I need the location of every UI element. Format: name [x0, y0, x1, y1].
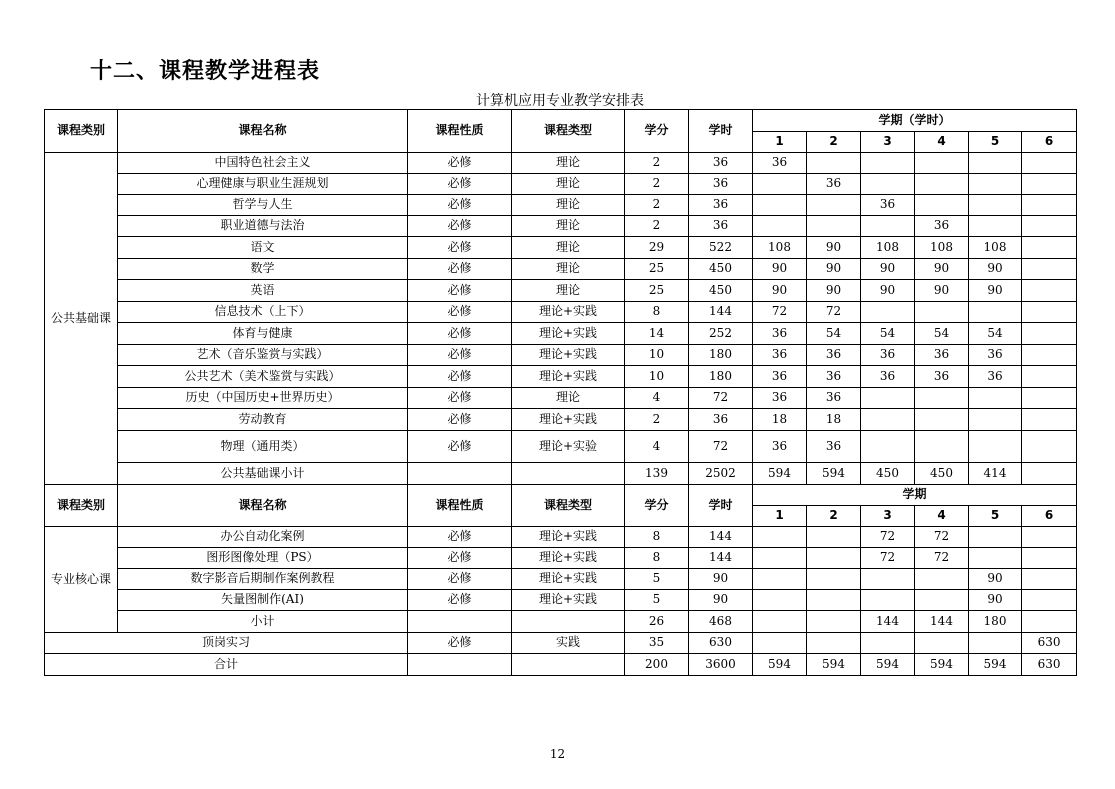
header-term: 2 — [807, 506, 861, 527]
term-hours-cell — [753, 548, 807, 569]
term-hours-cell — [861, 409, 915, 431]
course-nature-cell: 必修 — [408, 527, 512, 548]
term-hours-cell — [915, 153, 969, 174]
term-hours-cell — [969, 527, 1022, 548]
course-name-cell: 办公自动化案例 — [118, 527, 408, 548]
hours-cell: 144 — [689, 548, 753, 569]
table-caption: 计算机应用专业教学安排表 — [476, 93, 644, 109]
table-row — [45, 388, 1077, 409]
term-hours-cell: 36 — [969, 345, 1022, 366]
term-hours-cell: 630 — [1022, 654, 1077, 676]
term-hours-cell: 594 — [753, 463, 807, 485]
hours-cell: 630 — [689, 633, 753, 654]
course-type-cell: 理论+实践 — [512, 345, 625, 366]
hours-cell: 180 — [689, 366, 753, 388]
table-row — [45, 409, 1077, 431]
term-hours-cell — [969, 302, 1022, 323]
course-type-cell: 理论 — [512, 195, 625, 216]
hours-cell: 252 — [689, 323, 753, 345]
term-hours-cell — [807, 590, 861, 611]
header-course-name: 课程名称 — [118, 110, 408, 153]
table-row — [45, 569, 1077, 590]
term-hours-cell: 90 — [807, 237, 861, 259]
course-type-cell: 理论+实践 — [512, 548, 625, 569]
header-course-name: 课程名称 — [118, 485, 408, 527]
term-hours-cell — [1022, 388, 1077, 409]
term-hours-cell — [915, 431, 969, 463]
term-hours-cell: 144 — [915, 611, 969, 633]
course-nature-cell: 必修 — [408, 431, 512, 463]
term-hours-cell: 594 — [753, 654, 807, 676]
term-hours-cell: 594 — [807, 654, 861, 676]
course-name-cell: 信息技术（上下） — [118, 302, 408, 323]
header-course-nature: 课程性质 — [408, 110, 512, 153]
table-row — [45, 323, 1077, 345]
term-hours-cell — [1022, 280, 1077, 302]
course-category-cell: 专业核心课 — [45, 527, 118, 633]
term-hours-cell — [1022, 366, 1077, 388]
course-type-cell: 理论 — [512, 237, 625, 259]
term-hours-cell: 36 — [915, 345, 969, 366]
term-hours-cell — [1022, 463, 1077, 485]
hours-cell: 144 — [689, 302, 753, 323]
term-hours-cell — [1022, 569, 1077, 590]
subtotal-label-cell: 公共基础课小计 — [118, 463, 408, 485]
term-hours-cell: 36 — [753, 431, 807, 463]
subtotal-label-cell: 小计 — [118, 611, 408, 633]
credit-cell: 139 — [625, 463, 689, 485]
term-hours-cell — [861, 216, 915, 237]
term-hours-cell — [861, 174, 915, 195]
page-number: 12 — [549, 747, 566, 761]
term-hours-cell: 108 — [969, 237, 1022, 259]
course-type-cell: 实践 — [512, 633, 625, 654]
summary-section — [45, 633, 1077, 676]
course-name-cell: 数字影音后期制作案例教程 — [118, 569, 408, 590]
hours-cell: 2502 — [689, 463, 753, 485]
term-hours-cell — [807, 548, 861, 569]
course-nature-cell: 必修 — [408, 259, 512, 280]
course-nature-cell: 必修 — [408, 323, 512, 345]
credit-cell: 35 — [625, 633, 689, 654]
term-hours-cell: 72 — [807, 302, 861, 323]
course-type-cell: 理论 — [512, 259, 625, 280]
hours-cell: 522 — [689, 237, 753, 259]
table-row — [45, 280, 1077, 302]
credit-cell: 14 — [625, 323, 689, 345]
hours-cell: 3600 — [689, 654, 753, 676]
course-name-cell: 物理（通用类） — [118, 431, 408, 463]
course-nature-cell: 必修 — [408, 388, 512, 409]
header-term-group: 学期（学时） — [753, 110, 1077, 132]
credit-cell: 26 — [625, 611, 689, 633]
term-hours-cell — [915, 569, 969, 590]
table-row — [45, 548, 1077, 569]
term-hours-cell — [969, 153, 1022, 174]
course-type-cell: 理论+实践 — [512, 590, 625, 611]
term-hours-cell — [807, 216, 861, 237]
total-label-cell: 合计 — [45, 654, 408, 676]
term-hours-cell — [1022, 431, 1077, 463]
credit-cell: 8 — [625, 527, 689, 548]
course-name-cell: 中国特色社会主义 — [118, 153, 408, 174]
term-hours-cell: 90 — [915, 259, 969, 280]
term-hours-cell: 36 — [969, 366, 1022, 388]
course-nature-cell: 必修 — [408, 345, 512, 366]
table-row — [45, 259, 1077, 280]
course-name-cell: 语文 — [118, 237, 408, 259]
term-hours-cell: 18 — [753, 409, 807, 431]
header-category: 课程类别 — [45, 110, 118, 153]
course-nature-cell: 必修 — [408, 195, 512, 216]
header-credit: 学分 — [625, 485, 689, 527]
course-name-cell: 公共艺术（美术鉴赏与实践） — [118, 366, 408, 388]
table-row — [45, 302, 1077, 323]
credit-cell: 2 — [625, 174, 689, 195]
hours-cell: 450 — [689, 259, 753, 280]
section-heading: 十二、课程教学进程表 — [90, 59, 321, 84]
term-hours-cell: 90 — [969, 590, 1022, 611]
credit-cell: 8 — [625, 302, 689, 323]
hours-cell: 90 — [689, 569, 753, 590]
term-hours-cell: 108 — [861, 237, 915, 259]
credit-cell: 2 — [625, 153, 689, 174]
course-nature-cell: 必修 — [408, 590, 512, 611]
term-hours-cell — [969, 409, 1022, 431]
total-row — [45, 654, 1077, 676]
course-nature-cell: 必修 — [408, 174, 512, 195]
header-term: 1 — [753, 506, 807, 527]
header-term: 3 — [861, 506, 915, 527]
term-hours-cell — [915, 590, 969, 611]
term-hours-cell — [915, 633, 969, 654]
course-name-cell: 图形图像处理（PS） — [118, 548, 408, 569]
header-term: 3 — [861, 132, 915, 153]
header-term: 6 — [1022, 506, 1077, 527]
term-hours-cell: 36 — [807, 431, 861, 463]
term-hours-cell — [753, 527, 807, 548]
term-hours-cell — [915, 195, 969, 216]
header-category: 课程类别 — [45, 485, 118, 527]
term-hours-cell — [969, 388, 1022, 409]
table-row — [45, 366, 1077, 388]
table-row — [45, 153, 1077, 174]
term-hours-cell — [1022, 153, 1077, 174]
course-nature-cell: 必修 — [408, 237, 512, 259]
header-hours: 学时 — [689, 485, 753, 527]
term-hours-cell — [1022, 409, 1077, 431]
term-hours-cell: 36 — [807, 345, 861, 366]
header-term: 4 — [915, 506, 969, 527]
header-course-nature: 课程性质 — [408, 485, 512, 527]
course-nature-cell: 必修 — [408, 280, 512, 302]
course-type-cell: 理论+实践 — [512, 302, 625, 323]
credit-cell: 10 — [625, 345, 689, 366]
header-term: 6 — [1022, 132, 1077, 153]
hours-cell: 36 — [689, 195, 753, 216]
course-name-cell: 艺术（音乐鉴赏与实践） — [118, 345, 408, 366]
term-hours-cell: 36 — [753, 388, 807, 409]
term-hours-cell — [915, 388, 969, 409]
term-hours-cell — [861, 153, 915, 174]
course-name-cell: 职业道德与法治 — [118, 216, 408, 237]
term-hours-cell — [1022, 216, 1077, 237]
term-hours-cell — [969, 548, 1022, 569]
course-nature-cell: 必修 — [408, 366, 512, 388]
credit-cell: 2 — [625, 216, 689, 237]
term-hours-cell: 594 — [915, 654, 969, 676]
term-hours-cell: 144 — [861, 611, 915, 633]
teaching-plan-table — [44, 109, 1077, 676]
hours-cell: 72 — [689, 431, 753, 463]
term-hours-cell — [915, 174, 969, 195]
course-type-cell: 理论 — [512, 153, 625, 174]
term-hours-cell — [1022, 195, 1077, 216]
term-hours-cell: 90 — [861, 280, 915, 302]
term-hours-cell — [807, 527, 861, 548]
credit-cell: 2 — [625, 409, 689, 431]
term-hours-cell — [753, 590, 807, 611]
table-row — [45, 237, 1077, 259]
term-hours-cell: 90 — [915, 280, 969, 302]
course-name-cell: 体育与健康 — [118, 323, 408, 345]
course-type-cell: 理论+实践 — [512, 323, 625, 345]
course-nature-cell: 必修 — [408, 153, 512, 174]
term-hours-cell — [915, 409, 969, 431]
term-hours-cell: 36 — [915, 366, 969, 388]
course-nature-cell: 必修 — [408, 633, 512, 654]
course-type-cell: 理论+实践 — [512, 527, 625, 548]
credit-cell: 5 — [625, 590, 689, 611]
term-hours-cell: 108 — [753, 237, 807, 259]
credit-cell: 5 — [625, 569, 689, 590]
term-hours-cell: 630 — [1022, 633, 1077, 654]
hours-cell: 144 — [689, 527, 753, 548]
term-hours-cell: 108 — [915, 237, 969, 259]
term-hours-cell: 36 — [753, 323, 807, 345]
term-hours-cell — [969, 633, 1022, 654]
credit-cell: 4 — [625, 431, 689, 463]
credit-cell: 4 — [625, 388, 689, 409]
term-hours-cell: 90 — [753, 259, 807, 280]
term-hours-cell — [861, 302, 915, 323]
hours-cell: 468 — [689, 611, 753, 633]
table-row — [45, 590, 1077, 611]
term-hours-cell: 36 — [861, 345, 915, 366]
term-hours-cell — [1022, 527, 1077, 548]
header-term-group: 学期 — [753, 485, 1077, 506]
internship-row — [45, 633, 1077, 654]
subtotal-row — [45, 463, 1077, 485]
term-hours-cell — [753, 174, 807, 195]
term-hours-cell: 414 — [969, 463, 1022, 485]
credit-cell: 200 — [625, 654, 689, 676]
term-hours-cell — [1022, 174, 1077, 195]
course-nature-cell: 必修 — [408, 409, 512, 431]
empty-cell — [512, 611, 625, 633]
table-row — [45, 345, 1077, 366]
term-hours-cell — [807, 195, 861, 216]
empty-cell — [408, 611, 512, 633]
hours-cell: 36 — [689, 174, 753, 195]
term-hours-cell: 36 — [753, 345, 807, 366]
internship-label-cell: 顶岗实习 — [45, 633, 408, 654]
table-row — [45, 195, 1077, 216]
term-hours-cell: 90 — [969, 259, 1022, 280]
term-hours-cell — [753, 569, 807, 590]
term-hours-cell: 54 — [915, 323, 969, 345]
hours-cell: 36 — [689, 153, 753, 174]
term-hours-cell — [969, 216, 1022, 237]
credit-cell: 10 — [625, 366, 689, 388]
course-type-cell: 理论+实践 — [512, 366, 625, 388]
term-hours-cell — [861, 569, 915, 590]
term-hours-cell — [1022, 548, 1077, 569]
term-hours-cell: 594 — [969, 654, 1022, 676]
term-hours-cell — [861, 590, 915, 611]
core-course-section — [45, 485, 1077, 633]
header-term: 1 — [753, 132, 807, 153]
term-hours-cell: 54 — [861, 323, 915, 345]
course-nature-cell: 必修 — [408, 548, 512, 569]
empty-cell — [408, 463, 512, 485]
term-hours-cell — [753, 633, 807, 654]
hours-cell: 90 — [689, 590, 753, 611]
empty-cell — [512, 463, 625, 485]
course-nature-cell: 必修 — [408, 302, 512, 323]
term-hours-cell — [861, 633, 915, 654]
term-hours-cell: 90 — [969, 569, 1022, 590]
term-hours-cell: 594 — [807, 463, 861, 485]
credit-cell: 25 — [625, 259, 689, 280]
term-hours-cell — [969, 431, 1022, 463]
header-credit: 学分 — [625, 110, 689, 153]
term-hours-cell — [1022, 323, 1077, 345]
course-name-cell: 英语 — [118, 280, 408, 302]
header-term: 4 — [915, 132, 969, 153]
course-type-cell: 理论 — [512, 388, 625, 409]
term-hours-cell: 180 — [969, 611, 1022, 633]
table-row — [45, 431, 1077, 463]
hours-cell: 36 — [689, 216, 753, 237]
course-name-cell: 矢量图制作(AI) — [118, 590, 408, 611]
credit-cell: 8 — [625, 548, 689, 569]
term-hours-cell — [1022, 259, 1077, 280]
term-hours-cell: 90 — [861, 259, 915, 280]
term-hours-cell: 72 — [861, 548, 915, 569]
term-hours-cell — [969, 174, 1022, 195]
credit-cell: 2 — [625, 195, 689, 216]
term-hours-cell — [861, 388, 915, 409]
term-hours-cell — [1022, 302, 1077, 323]
term-hours-cell: 36 — [915, 216, 969, 237]
term-hours-cell — [753, 216, 807, 237]
hours-cell: 72 — [689, 388, 753, 409]
term-hours-cell: 72 — [915, 527, 969, 548]
hours-cell: 180 — [689, 345, 753, 366]
term-hours-cell — [1022, 611, 1077, 633]
header-term: 2 — [807, 132, 861, 153]
course-name-cell: 心理健康与职业生涯规划 — [118, 174, 408, 195]
term-hours-cell: 72 — [753, 302, 807, 323]
table-row — [45, 527, 1077, 548]
course-category-cell: 公共基础课 — [45, 153, 118, 485]
term-hours-cell — [861, 431, 915, 463]
term-hours-cell: 36 — [861, 366, 915, 388]
term-hours-cell — [807, 611, 861, 633]
term-hours-cell: 36 — [753, 153, 807, 174]
header-term: 5 — [969, 132, 1022, 153]
term-hours-cell: 72 — [861, 527, 915, 548]
term-hours-cell: 36 — [807, 174, 861, 195]
term-hours-cell — [969, 195, 1022, 216]
course-type-cell: 理论 — [512, 216, 625, 237]
term-hours-cell: 90 — [807, 259, 861, 280]
term-hours-cell: 72 — [915, 548, 969, 569]
empty-cell — [512, 654, 625, 676]
term-hours-cell: 90 — [807, 280, 861, 302]
term-hours-cell — [807, 569, 861, 590]
course-type-cell: 理论 — [512, 280, 625, 302]
term-hours-cell — [807, 633, 861, 654]
term-hours-cell: 36 — [807, 366, 861, 388]
term-hours-cell: 36 — [807, 388, 861, 409]
header-course-type: 课程类型 — [512, 110, 625, 153]
term-hours-cell: 36 — [861, 195, 915, 216]
term-hours-cell — [915, 302, 969, 323]
course-nature-cell: 必修 — [408, 216, 512, 237]
hours-cell: 36 — [689, 409, 753, 431]
course-type-cell: 理论+实验 — [512, 431, 625, 463]
header-course-type: 课程类型 — [512, 485, 625, 527]
header-hours: 学时 — [689, 110, 753, 153]
table-row — [45, 216, 1077, 237]
credit-cell: 25 — [625, 280, 689, 302]
term-hours-cell: 450 — [915, 463, 969, 485]
term-hours-cell — [753, 611, 807, 633]
term-hours-cell — [753, 195, 807, 216]
course-name-cell: 哲学与人生 — [118, 195, 408, 216]
credit-cell: 29 — [625, 237, 689, 259]
term-hours-cell: 594 — [861, 654, 915, 676]
course-name-cell: 历史（中国历史+世界历史） — [118, 388, 408, 409]
course-nature-cell: 必修 — [408, 569, 512, 590]
course-type-cell: 理论+实践 — [512, 569, 625, 590]
term-hours-cell: 90 — [753, 280, 807, 302]
header-term: 5 — [969, 506, 1022, 527]
table-row — [45, 174, 1077, 195]
term-hours-cell: 54 — [969, 323, 1022, 345]
term-hours-cell: 450 — [861, 463, 915, 485]
term-hours-cell — [1022, 345, 1077, 366]
term-hours-cell: 36 — [753, 366, 807, 388]
term-hours-cell: 90 — [969, 280, 1022, 302]
term-hours-cell: 54 — [807, 323, 861, 345]
empty-cell — [408, 654, 512, 676]
course-name-cell: 数学 — [118, 259, 408, 280]
term-hours-cell — [1022, 590, 1077, 611]
course-type-cell: 理论 — [512, 174, 625, 195]
course-name-cell: 劳动教育 — [118, 409, 408, 431]
course-type-cell: 理论+实践 — [512, 409, 625, 431]
term-hours-cell — [807, 153, 861, 174]
subtotal-row — [45, 611, 1077, 633]
term-hours-cell: 18 — [807, 409, 861, 431]
public-course-section — [45, 153, 1077, 485]
hours-cell: 450 — [689, 280, 753, 302]
term-hours-cell — [1022, 237, 1077, 259]
